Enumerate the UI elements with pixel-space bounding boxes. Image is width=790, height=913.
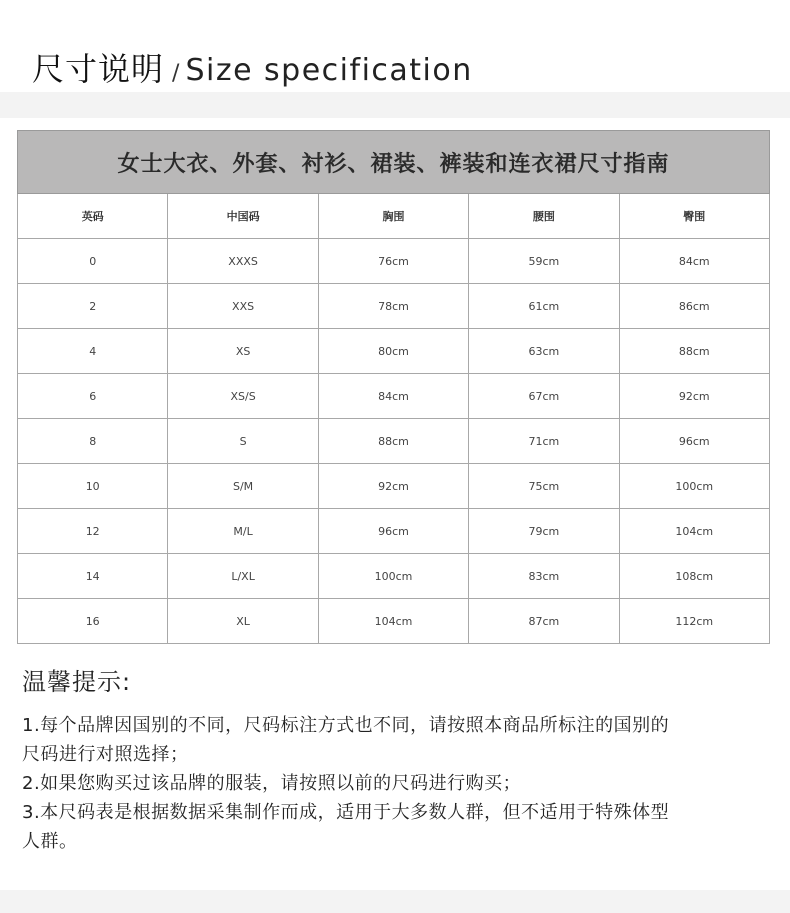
table-row (18, 554, 770, 599)
table-cell: 88cm (318, 419, 468, 464)
table-cell: 61cm (469, 284, 619, 329)
table-row (18, 509, 770, 554)
table-cell: 78cm (318, 284, 468, 329)
column-header-waist: 腰围 (469, 194, 619, 239)
table-cell: 96cm (619, 419, 769, 464)
tips-line: 1.每个品牌因国别的不同，尺码标注方式也不同，请按照本商品所标注的国别的 (22, 715, 670, 736)
column-header-hip: 臀围 (619, 194, 769, 239)
table-cell: S/M (168, 464, 318, 509)
table-cell: 63cm (469, 329, 619, 374)
table-cell: 76cm (318, 239, 468, 284)
table-cell: S (168, 419, 318, 464)
column-header-cn-size: 中国码 (168, 194, 318, 239)
table-cell: 79cm (469, 509, 619, 554)
tips-section (22, 662, 777, 856)
table-cell: 84cm (318, 374, 468, 419)
table-cell: 6 (18, 374, 168, 419)
size-table (17, 130, 770, 644)
table-cell: 12 (18, 509, 168, 554)
header-separator: / (172, 61, 180, 86)
table-cell: 10 (18, 464, 168, 509)
table-cell: 88cm (619, 329, 769, 374)
column-header-uk-size: 英码 (18, 194, 168, 239)
tips-title: 温馨提示: (22, 668, 132, 696)
table-cell: M/L (168, 509, 318, 554)
size-table-container (17, 130, 770, 644)
table-cell: 104cm (318, 599, 468, 644)
table-cell: 8 (18, 419, 168, 464)
table-cell: XXXS (168, 239, 318, 284)
table-cell: 4 (18, 329, 168, 374)
header-title-zh: 尺寸说明 (32, 50, 165, 88)
table-cell: 86cm (619, 284, 769, 329)
table-cell: 92cm (318, 464, 468, 509)
table-cell: 96cm (318, 509, 468, 554)
table-cell: L/XL (168, 554, 318, 599)
table-row (18, 599, 770, 644)
table-row (18, 464, 770, 509)
top-divider-band (0, 92, 790, 118)
table-cell: 100cm (619, 464, 769, 509)
table-row (18, 374, 770, 419)
table-cell: 0 (18, 239, 168, 284)
table-row (18, 329, 770, 374)
size-table-header-row (18, 194, 770, 239)
table-cell: 104cm (619, 509, 769, 554)
table-cell: 14 (18, 554, 168, 599)
table-cell: 92cm (619, 374, 769, 419)
table-row (18, 419, 770, 464)
header-title-en: Size specification (185, 53, 473, 88)
table-cell: 75cm (469, 464, 619, 509)
table-cell: 2 (18, 284, 168, 329)
size-table-body (18, 239, 770, 644)
page-header (32, 44, 473, 90)
tips-line: 3.本尺码表是根据数据采集制作而成，适用于大多数人群，但不适用于特殊体型 (22, 802, 670, 823)
bottom-divider-band (0, 890, 790, 913)
table-cell: 84cm (619, 239, 769, 284)
table-cell: XL (168, 599, 318, 644)
table-cell: 112cm (619, 599, 769, 644)
tips-line: 2.如果您购买过该品牌的服装，请按照以前的尺码进行购买； (22, 773, 522, 794)
table-cell: 71cm (469, 419, 619, 464)
tips-line: 尺码进行对照选择； (22, 744, 189, 765)
table-cell: 16 (18, 599, 168, 644)
size-table-title: 女士大衣、外套、衬衫、裙装、裤装和连衣裙尺寸指南 (18, 131, 770, 194)
tips-line: 人群。 (22, 831, 78, 852)
table-cell: 87cm (469, 599, 619, 644)
table-cell: 83cm (469, 554, 619, 599)
table-cell: 100cm (318, 554, 468, 599)
table-row (18, 284, 770, 329)
table-cell: 108cm (619, 554, 769, 599)
table-cell: XS/S (168, 374, 318, 419)
table-cell: 59cm (469, 239, 619, 284)
table-cell: 80cm (318, 329, 468, 374)
column-header-bust: 胸围 (318, 194, 468, 239)
table-cell: XS (168, 329, 318, 374)
table-cell: XXS (168, 284, 318, 329)
table-cell: 67cm (469, 374, 619, 419)
table-row (18, 239, 770, 284)
